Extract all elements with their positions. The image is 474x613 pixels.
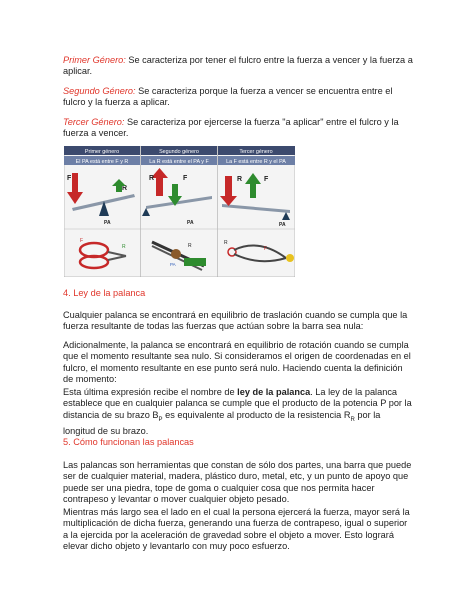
svg-text:PA: PA (104, 220, 111, 226)
subheader-1: El PA está entre F y R (75, 158, 129, 165)
svg-text:R: R (122, 244, 126, 250)
lever-types-figure (64, 146, 295, 277)
section4-p2: Adicionalmente, la palanca se encontrará en equilibrio de rotación cuando se cumpla que el momento resultante sea nulo. Si consideramos el origen de coordenadas en el fulcro, el momento resultante en ese punto será nulo. Haciendo cuenta la definición de momento: (63, 340, 411, 385)
svg-text:PA: PA (279, 222, 286, 228)
section4-p3: Esta última expresión recibe el nombre de ley de la palanca. La ley de la palanca establece que en cualquier palanca se cumple que el producto de la potencia P por la distancia de su brazo $B_P$ es equivalente al producto de la resistencia $R_R$ por la longitud de su brazo. (63, 387, 412, 437)
svg-text:F: F (264, 176, 269, 183)
genero2-label: Segundo Género: (63, 86, 136, 96)
ley-palanca-term: ley de la palanca (237, 387, 311, 397)
section5-p1: Las palancas son herramientas que constan de sólo dos partes, una barra que puede ser de cualquier material, madera, plástico duro, metal, etc, y un punto de apoyo que puede ser una piedra, tope de goma o cualquier cosa que nos permita hacer contrapeso y levantar o mover cualquier objeto pesado. (63, 460, 412, 505)
svg-text:R: R (149, 175, 155, 182)
section4-title: 4. Ley de la palanca (63, 288, 146, 298)
svg-text:PA: PA (187, 220, 194, 226)
genero3-text: Se caracteriza por ejercerse la fuerza "a aplicar" entre el fulcro y la fuerza a vencer. (63, 117, 399, 139)
genero3-label: Tercer Género: (63, 117, 125, 127)
section5-p2: Mientras más largo sea el lado en el cual la persona ejercerá la fuerza, mayor será la multiplicación de dicha fuerza, generando una fuerza de contrapeso, igual o superior a la ejercida por la aceleración de gravedad sobre el objeto a mover. Esto logrará elevar dicho objeto y levantarlo con muy poco esfuerzo. (63, 507, 410, 552)
section5-title: 5. Cómo funcionan las palancas (63, 437, 194, 447)
genero2-paragraph (63, 86, 413, 109)
svg-text:PA: PA (170, 262, 176, 267)
genero3-paragraph (63, 117, 413, 140)
svg-text:F: F (264, 246, 268, 252)
header-3: Tercer género (239, 148, 273, 155)
svg-text:R: R (237, 176, 243, 183)
header-1: Primer género (84, 148, 120, 155)
subheader-2: La R está entre el PA y F (149, 158, 209, 165)
subheader-3: La F está entre R y el PA (226, 158, 286, 165)
header-2: Segundo género (159, 148, 199, 155)
section4-p1: Cualquier palanca se encontrará en equilibrio de traslación cuando se cumpla que la fuerza resultante de todas las fuerzas que actúan sobre la barra sea nula: (63, 310, 408, 332)
svg-text:F: F (80, 238, 84, 244)
svg-text:R: R (188, 243, 192, 249)
svg-text:R: R (224, 240, 228, 246)
svg-text:R: R (122, 185, 128, 192)
genero1-text: Se caracteriza por tener el fulcro entre la fuerza a vencer y la fuerza a aplicar. (63, 55, 413, 77)
genero1-label: Primer Género: (63, 55, 126, 65)
svg-text:F: F (67, 175, 72, 182)
genero2-text: Se caracteriza porque la fuerza a vencer se encuentra entre el fulcro y la fuerza a aplicar. (63, 86, 393, 108)
genero1-paragraph (63, 55, 413, 78)
svg-text:F: F (183, 175, 188, 182)
